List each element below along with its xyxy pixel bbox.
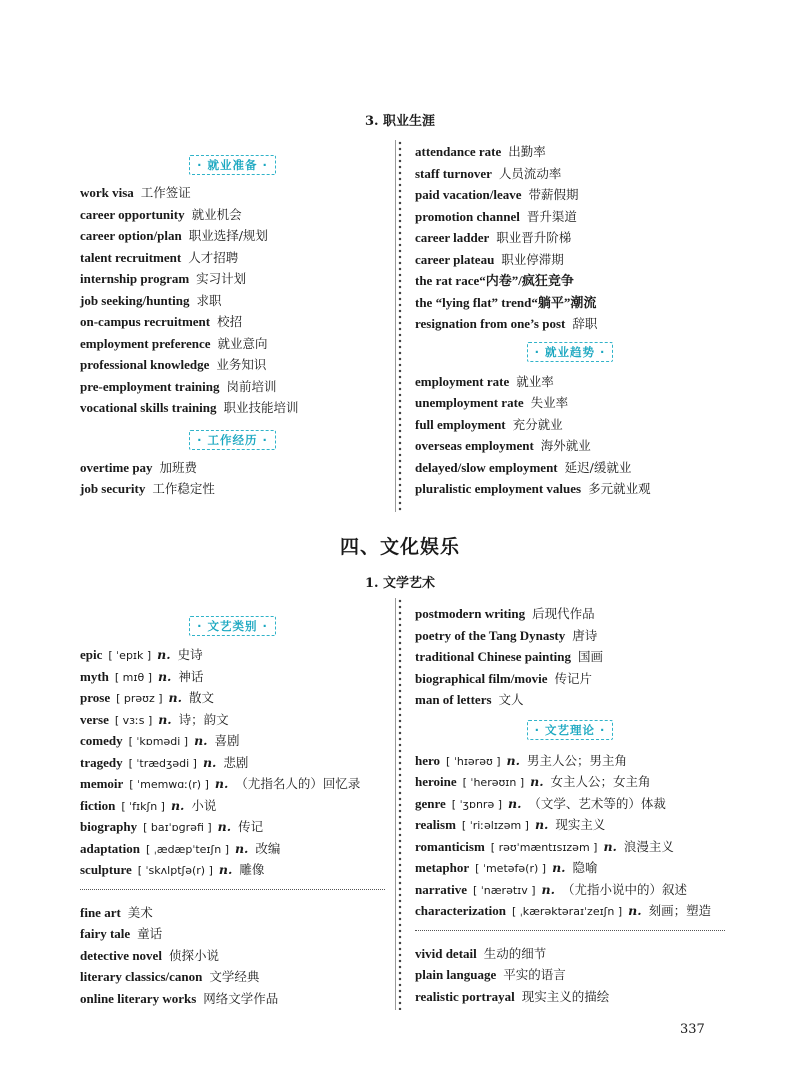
entry-gloss: 童话 bbox=[137, 926, 163, 941]
entry-term: hero bbox=[415, 752, 441, 768]
entry-phon: [ rəʊˈmæntɪsɪzəm ] bbox=[490, 840, 598, 854]
vocab-entry bbox=[80, 666, 385, 688]
vocab-list-job-preparation bbox=[80, 182, 385, 419]
vocab-entry bbox=[415, 964, 725, 986]
vocab-entry bbox=[415, 163, 725, 185]
entry-term: vivid detail bbox=[415, 945, 477, 961]
entry-gloss: 改编 bbox=[255, 840, 281, 856]
vocab-entry bbox=[80, 816, 385, 838]
entry-pos: n. bbox=[157, 668, 172, 684]
entry-phon: [ ˈepɪk ] bbox=[108, 649, 152, 662]
tag-row bbox=[80, 150, 385, 180]
entry-pos: n. bbox=[170, 797, 185, 813]
entry-phon: [ ˈmetəfə(r) ] bbox=[475, 862, 547, 875]
entry-term: postmodern writing bbox=[415, 606, 526, 621]
entry-gloss: 带薪假期 bbox=[528, 187, 579, 202]
vocab-entry bbox=[415, 184, 725, 206]
tag-row bbox=[80, 611, 385, 641]
entry-term: the “lying flat” trend“躺平”潮流 bbox=[415, 294, 597, 310]
entry-gloss: 现实主义的描绘 bbox=[521, 988, 610, 1004]
entry-term: genre bbox=[415, 795, 446, 811]
entry-gloss: 浪漫主义 bbox=[623, 838, 674, 854]
entry-term: attendance rate bbox=[415, 144, 502, 159]
entry-gloss: 就业机会 bbox=[191, 206, 242, 222]
entry-gloss: 生动的细节 bbox=[483, 945, 547, 961]
entry-phon: [ ˈʒɒnrə ] bbox=[451, 797, 502, 811]
vocab-entry bbox=[415, 943, 725, 965]
entry-term: full employment bbox=[415, 416, 506, 432]
vocab-entry bbox=[415, 668, 725, 690]
entry-gloss: 国画 bbox=[578, 649, 604, 664]
vocab-entry bbox=[80, 687, 385, 709]
entry-term: career plateau bbox=[415, 251, 495, 267]
vocab-entry bbox=[80, 354, 385, 376]
entry-pos: n. bbox=[552, 860, 566, 875]
section-heading-literature-art: 1. 文学艺术 bbox=[364, 576, 436, 591]
entry-term: on-campus recruitment bbox=[80, 314, 211, 329]
entry-gloss: 失业率 bbox=[530, 395, 569, 410]
entry-phon: [ ˈfɪkʃn ] bbox=[121, 799, 165, 813]
entry-gloss: 隐喻 bbox=[572, 860, 598, 875]
vocab-entry bbox=[415, 771, 725, 793]
category-tag-job-preparation: · 就业准备 · bbox=[189, 155, 276, 175]
entry-phon: [ prəʊz ] bbox=[116, 692, 163, 705]
entry-term: romanticism bbox=[415, 838, 485, 854]
entry-gloss: 传记 bbox=[238, 819, 264, 834]
entry-term: prose bbox=[80, 690, 111, 705]
entry-term: memoir bbox=[80, 776, 124, 791]
entry-pos: n. bbox=[603, 838, 617, 854]
entry-term: resignation from one’s post bbox=[415, 316, 566, 331]
entry-gloss: 职业停滞期 bbox=[501, 251, 564, 267]
entry-term: staff turnover bbox=[415, 165, 492, 181]
entry-term: metaphor bbox=[415, 860, 470, 875]
vocab-entry bbox=[80, 902, 385, 924]
entry-gloss: 加班费 bbox=[159, 459, 198, 475]
entry-gloss: 工作签证 bbox=[140, 185, 191, 200]
vocab-entry bbox=[80, 945, 385, 967]
vocab-entry bbox=[80, 397, 385, 419]
entry-term: work visa bbox=[80, 185, 134, 200]
dotted-separator bbox=[80, 889, 385, 890]
entry-gloss: 辞职 bbox=[572, 316, 598, 331]
entry-gloss: 实习计划 bbox=[196, 271, 247, 286]
entry-gloss: 文学经典 bbox=[209, 969, 260, 984]
vocab-entry bbox=[80, 268, 385, 290]
vocab-entry bbox=[415, 141, 725, 163]
entry-gloss: 散文 bbox=[188, 690, 214, 705]
vocab-list-career-general bbox=[415, 141, 725, 335]
left-column-literature bbox=[80, 611, 385, 1009]
vocab-entry bbox=[80, 311, 385, 333]
entry-term: career opportunity bbox=[80, 206, 185, 222]
entry-gloss: 平实的语言 bbox=[503, 967, 566, 982]
entry-pos: n. bbox=[507, 795, 522, 811]
vocab-entry bbox=[415, 689, 725, 711]
entry-gloss: 网络文学作品 bbox=[203, 990, 279, 1006]
entry-term: literary classics/canon bbox=[80, 969, 203, 984]
right-column-career bbox=[415, 141, 725, 500]
entry-term: employment preference bbox=[80, 335, 211, 351]
entry-pos: n. bbox=[168, 690, 182, 705]
entry-gloss: 侦探小说 bbox=[168, 947, 219, 963]
entry-pos: n. bbox=[628, 903, 642, 918]
entry-pos: n. bbox=[157, 647, 171, 662]
category-tag-literary-theory: · 文艺理论 · bbox=[527, 720, 614, 740]
entry-phon: [ ˈhɪərəʊ ] bbox=[446, 754, 501, 768]
entry-term: biography bbox=[80, 819, 138, 834]
chapter-title: 四、文化娱乐 bbox=[339, 536, 460, 558]
entry-pos: n. bbox=[217, 819, 232, 834]
entry-gloss: 女主人公；女主角 bbox=[550, 774, 651, 789]
vocab-entry bbox=[80, 859, 385, 881]
entry-pos: n. bbox=[158, 711, 172, 727]
vocab-entry bbox=[80, 923, 385, 945]
entry-term: online literary works bbox=[80, 990, 197, 1006]
entry-gloss: 就业率 bbox=[516, 373, 554, 389]
entry-gloss: （尤指名人的）回忆录 bbox=[235, 776, 361, 791]
entry-term: heroine bbox=[415, 774, 457, 789]
category-tag-literary-genres: · 文艺类别 · bbox=[189, 616, 276, 636]
entry-term: adaptation bbox=[80, 840, 140, 856]
entry-phon: [ baɪˈɒɡrəfi ] bbox=[143, 821, 212, 834]
entry-gloss: （尤指小说中的）叙述 bbox=[561, 881, 687, 897]
entry-term: job security bbox=[80, 481, 146, 496]
vocab-entry bbox=[80, 457, 385, 479]
vocab-entry bbox=[415, 603, 725, 625]
entry-pos: n. bbox=[194, 733, 208, 748]
entry-term: tragedy bbox=[80, 754, 123, 770]
entry-term: biographical film/movie bbox=[415, 670, 548, 686]
vocab-entry bbox=[415, 292, 725, 314]
vocab-entry bbox=[80, 247, 385, 269]
entry-term: poetry of the Tang Dynasty bbox=[415, 627, 566, 643]
entry-gloss: 刻画；塑造 bbox=[648, 903, 712, 918]
entry-term: verse bbox=[80, 711, 109, 727]
entry-term: plain language bbox=[415, 967, 497, 982]
entry-phon: [ ˌkærəktəraɪˈzeɪʃn ] bbox=[511, 905, 623, 918]
entry-gloss: 出勤率 bbox=[508, 144, 546, 159]
entry-term: career option/plan bbox=[80, 228, 182, 243]
vocab-entry bbox=[80, 333, 385, 355]
entry-phon: [ ˈriːəlɪzəm ] bbox=[461, 819, 529, 832]
tag-row bbox=[415, 337, 725, 367]
entry-phon: [ ˌædæpˈteɪʃn ] bbox=[145, 842, 229, 856]
entry-gloss: 就业意向 bbox=[217, 335, 268, 351]
vocab-entry bbox=[80, 838, 385, 860]
entry-pos: n. bbox=[214, 776, 229, 791]
entry-term: narrative bbox=[415, 881, 467, 897]
entry-gloss: 多元就业观 bbox=[588, 481, 651, 496]
entry-gloss: 悲剧 bbox=[223, 754, 249, 770]
entry-pos: n. bbox=[541, 881, 555, 897]
vocab-list-literary-works bbox=[80, 902, 385, 1010]
left-column-career bbox=[80, 150, 385, 500]
entry-term: myth bbox=[80, 668, 109, 684]
entry-term: professional knowledge bbox=[80, 357, 210, 372]
entry-term: the rat race“内卷”/疯狂竞争 bbox=[415, 273, 574, 288]
entry-term: employment rate bbox=[415, 373, 510, 389]
entry-phon: [ ˈherəʊɪn ] bbox=[462, 776, 525, 789]
vocab-entry bbox=[80, 709, 385, 731]
right-column-literature bbox=[415, 603, 725, 1007]
entry-gloss: 延迟/缓就业 bbox=[564, 459, 632, 475]
vocab-list-writing-style bbox=[415, 943, 725, 1008]
entry-gloss: 职业晋升阶梯 bbox=[496, 230, 572, 245]
vocab-list-literary-theory bbox=[415, 750, 725, 922]
entry-phon: [ ˈskʌlptʃə(r) ] bbox=[137, 864, 213, 877]
entry-term: sculpture bbox=[80, 862, 132, 877]
category-tag-employment-trends: · 就业趋势 · bbox=[527, 342, 614, 362]
entry-term: promotion channel bbox=[415, 208, 520, 224]
vocab-entry bbox=[415, 646, 725, 668]
vocab-entry bbox=[415, 249, 725, 271]
entry-gloss: 史诗 bbox=[177, 647, 203, 662]
vocab-entry bbox=[415, 857, 725, 879]
vocab-list-literary-genres bbox=[80, 644, 385, 881]
entry-phon: [ mɪθ ] bbox=[114, 670, 152, 684]
entry-gloss: 业务知识 bbox=[216, 357, 267, 372]
entry-phon: [ ˈtrædʒədi ] bbox=[128, 756, 197, 770]
entry-gloss: 职业技能培训 bbox=[223, 400, 299, 415]
entry-gloss: 美术 bbox=[127, 904, 153, 920]
entry-term: man of letters bbox=[415, 692, 492, 707]
column-divider-top bbox=[395, 140, 404, 512]
vocab-entry bbox=[415, 793, 725, 815]
entry-gloss: 喜剧 bbox=[214, 733, 240, 748]
tag-row bbox=[415, 715, 725, 745]
entry-term: characterization bbox=[415, 903, 506, 918]
vocab-entry bbox=[415, 414, 725, 436]
vocab-entry bbox=[80, 290, 385, 312]
entry-term: fine art bbox=[80, 904, 121, 920]
entry-gloss: （文学、艺术等的）体裁 bbox=[528, 795, 666, 811]
vocab-entry bbox=[415, 814, 725, 836]
vocab-entry bbox=[415, 986, 725, 1008]
entry-gloss: 诗；韵文 bbox=[178, 711, 229, 727]
entry-pos: n. bbox=[202, 754, 217, 770]
vocab-entry bbox=[415, 625, 725, 647]
vocab-entry bbox=[80, 376, 385, 398]
vocab-entry bbox=[80, 988, 385, 1010]
vocab-list-art-works bbox=[415, 603, 725, 711]
vocab-entry bbox=[80, 204, 385, 226]
entry-term: fairy tale bbox=[80, 926, 131, 941]
entry-term: unemployment rate bbox=[415, 395, 524, 410]
entry-gloss: 充分就业 bbox=[512, 416, 563, 432]
entry-pos: n. bbox=[534, 817, 549, 832]
entry-gloss: 人员流动率 bbox=[498, 165, 562, 181]
entry-gloss: 校招 bbox=[217, 314, 243, 329]
vocab-entry bbox=[415, 270, 725, 292]
vocab-list-employment-trends bbox=[415, 371, 725, 500]
vocab-entry bbox=[415, 206, 725, 228]
entry-phon: [ ˈkɒmədi ] bbox=[128, 735, 189, 748]
vocab-entry bbox=[80, 795, 385, 817]
vocab-entry bbox=[80, 644, 385, 666]
vocab-entry bbox=[80, 478, 385, 500]
entry-term: realism bbox=[415, 817, 456, 832]
entry-term: pluralistic employment values bbox=[415, 481, 582, 496]
vocab-entry bbox=[415, 227, 725, 249]
entry-term: traditional Chinese painting bbox=[415, 649, 572, 664]
vocab-entry bbox=[415, 900, 725, 922]
vocab-entry bbox=[415, 478, 725, 500]
entry-phon: [ vɜːs ] bbox=[114, 713, 153, 727]
entry-term: comedy bbox=[80, 733, 123, 748]
entry-term: detective novel bbox=[80, 947, 162, 963]
entry-gloss: 神话 bbox=[178, 668, 204, 684]
entry-gloss: 小说 bbox=[191, 797, 217, 813]
category-tag-work-experience: · 工作经历 · bbox=[189, 430, 276, 450]
vocab-entry bbox=[80, 225, 385, 247]
entry-gloss: 海外就业 bbox=[540, 438, 591, 453]
vocab-list-work-experience bbox=[80, 457, 385, 500]
entry-term: pre-employment training bbox=[80, 378, 220, 394]
entry-gloss: 雕像 bbox=[239, 862, 265, 877]
entry-term: paid vacation/leave bbox=[415, 187, 522, 202]
entry-term: career ladder bbox=[415, 230, 490, 245]
entry-gloss: 男主人公；男主角 bbox=[526, 752, 627, 768]
section-heading-career: 3. 职业生涯 bbox=[364, 114, 436, 129]
entry-term: internship program bbox=[80, 271, 190, 286]
vocab-entry bbox=[80, 966, 385, 988]
entry-term: vocational skills training bbox=[80, 400, 217, 415]
entry-gloss: 传记片 bbox=[554, 670, 593, 686]
vocab-entry bbox=[415, 371, 725, 393]
tag-row bbox=[80, 425, 385, 455]
entry-term: overseas employment bbox=[415, 438, 534, 453]
page-number: 337 bbox=[680, 1022, 705, 1037]
entry-pos: n. bbox=[506, 752, 520, 768]
entry-term: delayed/slow employment bbox=[415, 459, 558, 475]
vocab-entry bbox=[80, 773, 385, 795]
vocab-entry bbox=[415, 836, 725, 858]
vocab-entry bbox=[415, 457, 725, 479]
entry-gloss: 晋升渠道 bbox=[526, 208, 577, 224]
entry-term: epic bbox=[80, 647, 103, 662]
column-divider-bottom bbox=[395, 598, 404, 1010]
entry-pos: n. bbox=[530, 774, 544, 789]
entry-gloss: 现实主义 bbox=[555, 817, 606, 832]
entry-gloss: 后现代作品 bbox=[532, 606, 595, 621]
vocab-entry bbox=[80, 730, 385, 752]
entry-gloss: 职业选择/规划 bbox=[188, 228, 268, 243]
entry-term: job seeking/hunting bbox=[80, 292, 190, 308]
vocab-entry bbox=[415, 313, 725, 335]
entry-phon: [ ˈmemwɑː(r) ] bbox=[129, 778, 209, 791]
entry-gloss: 人才招聘 bbox=[188, 249, 239, 265]
vocab-entry bbox=[415, 879, 725, 901]
entry-gloss: 唐诗 bbox=[572, 627, 598, 643]
entry-gloss: 岗前培训 bbox=[226, 378, 277, 394]
vocab-entry bbox=[80, 752, 385, 774]
entry-gloss: 工作稳定性 bbox=[152, 481, 215, 496]
entry-pos: n. bbox=[218, 862, 233, 877]
vocab-entry bbox=[80, 182, 385, 204]
dotted-separator bbox=[415, 930, 725, 931]
entry-term: talent recruitment bbox=[80, 249, 182, 265]
entry-term: fiction bbox=[80, 797, 116, 813]
entry-gloss: 文人 bbox=[498, 692, 524, 707]
vocab-entry bbox=[415, 750, 725, 772]
vocab-entry bbox=[415, 392, 725, 414]
vocab-entry bbox=[415, 435, 725, 457]
entry-pos: n. bbox=[234, 840, 249, 856]
entry-phon: [ ˈnærətɪv ] bbox=[472, 883, 536, 897]
entry-term: overtime pay bbox=[80, 459, 153, 475]
entry-gloss: 求职 bbox=[196, 292, 222, 308]
entry-term: realistic portrayal bbox=[415, 988, 515, 1004]
